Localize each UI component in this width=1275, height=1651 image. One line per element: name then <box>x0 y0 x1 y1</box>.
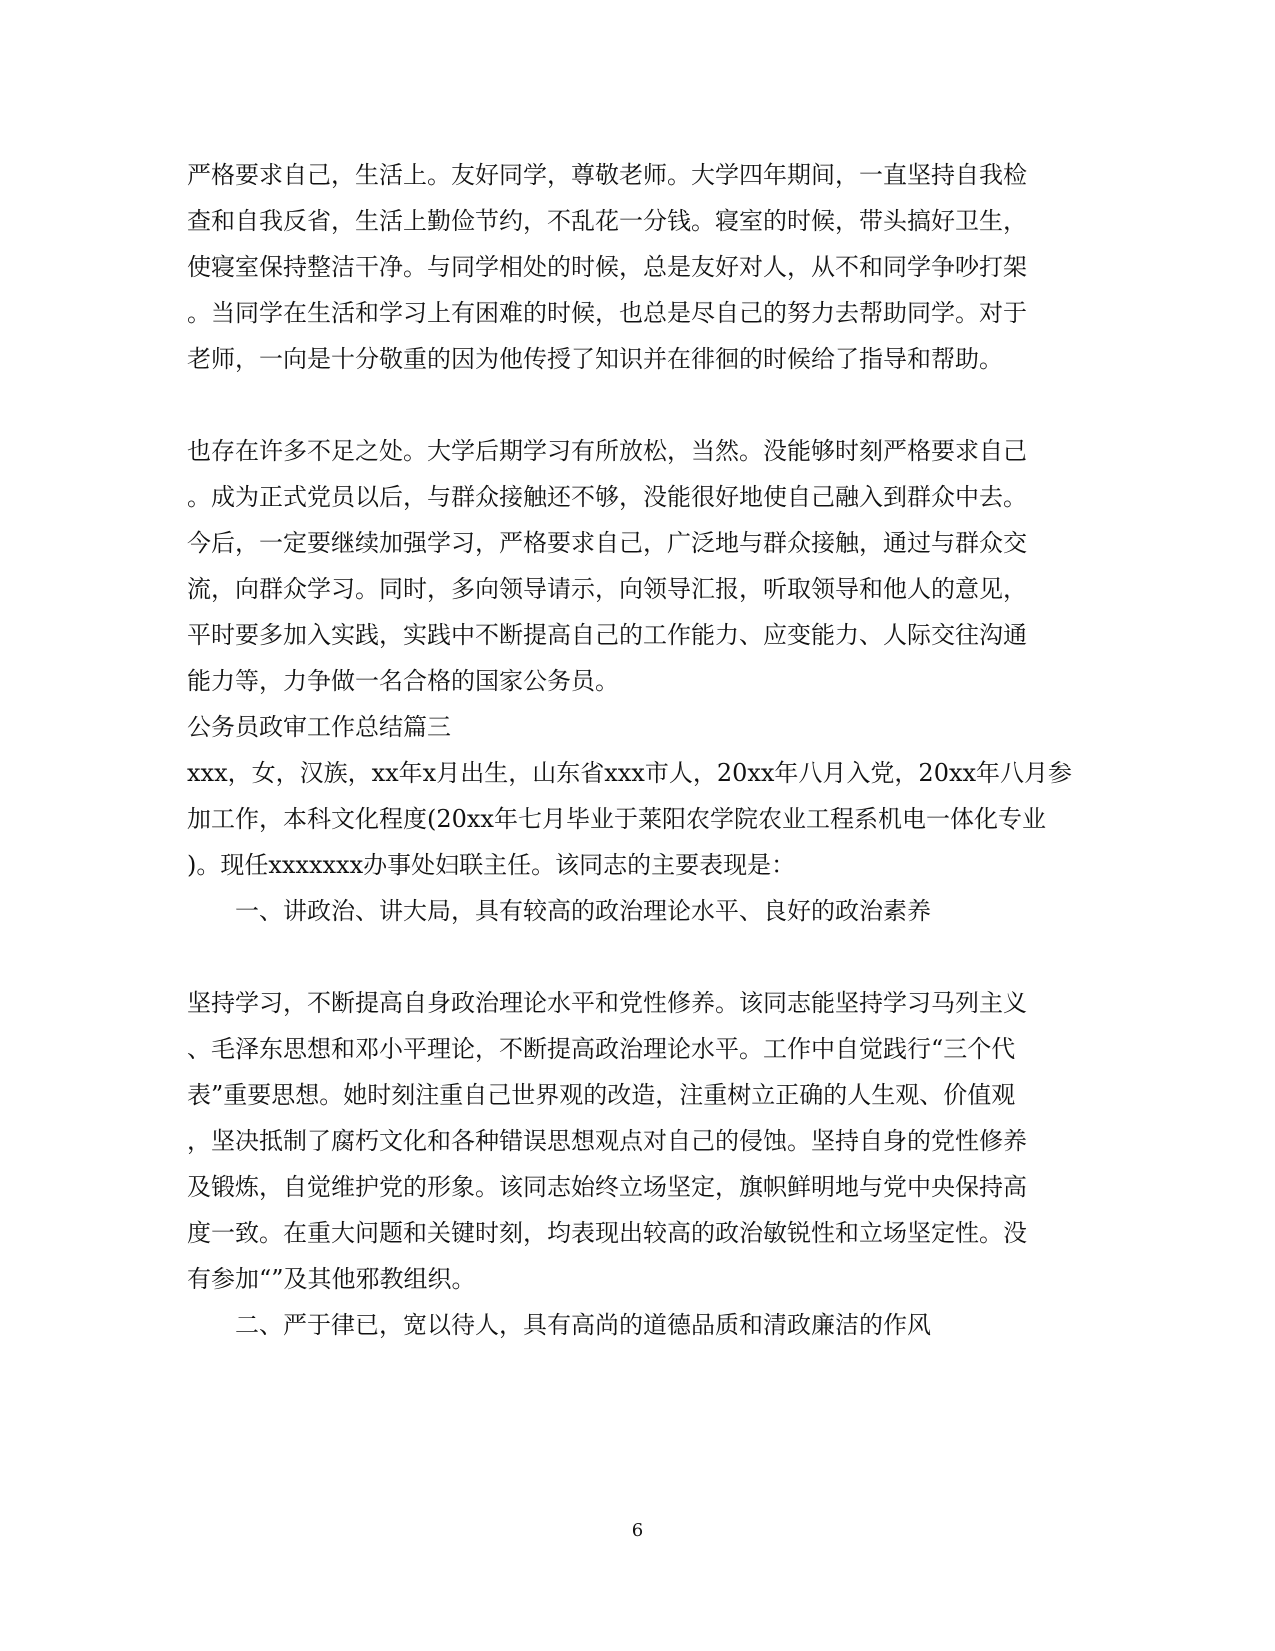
text-line: 度一致。在重大问题和关键时刻，均表现出较高的政治敏锐性和立场坚定性。没 <box>187 1219 1027 1247</box>
text-line: 。当同学在生活和学习上有困难的时候，也总是尽自己的努力去帮助同学。对于 <box>187 299 1027 327</box>
text-line: 。成为正式党员以后，与群众接触还不够，没能很好地使自己融入到群众中去。 <box>187 483 1027 511</box>
text-line: 使寝室保持整洁干净。与同学相处的时候，总是友好对人，从不和同学争吵打架 <box>187 253 1027 281</box>
text-line: 能力等，力争做一名合格的国家公务员。 <box>187 667 619 695</box>
text-line: )。现任xxxxxxx办事处妇联主任。该同志的主要表现是： <box>187 851 796 879</box>
text-line: 有参加“”及其他邪教组织。 <box>187 1265 476 1293</box>
text-line: 严格要求自己，生活上。友好同学，尊敬老师。大学四年期间，一直坚持自我检 <box>187 161 1027 189</box>
text-line: 、毛泽东思想和邓小平理论，不断提高政治理论水平。工作中自觉践行“三个代 <box>187 1035 1016 1063</box>
text-line: 表”重要思想。她时刻注重自己世界观的改造，注重树立正确的人生观、价值观 <box>187 1081 1016 1109</box>
text-line: 及锻炼，自觉维护党的形象。该同志始终立场坚定，旗帜鲜明地与党中央保持高 <box>187 1173 1027 1201</box>
text-line: 坚持学习，不断提高自身政治理论水平和党性修养。该同志能坚持学习马列主义 <box>187 989 1027 1017</box>
text-line: xxx，女，汉族，xx年x月出生，山东省xxx市人，20xx年八月入党，20xx年八月参 <box>187 759 1073 787</box>
text-line: 老师，一向是十分敬重的因为他传授了知识并在徘徊的时候给了指导和帮助。 <box>187 345 1003 373</box>
text-line: 流，向群众学习。同时，多向领导请示，向领导汇报，听取领导和他人的意见， <box>187 575 1027 603</box>
page-number: 6 <box>631 1520 644 1541</box>
subheading: 一、讲政治、讲大局，具有较高的政治理论水平、良好的政治素养 <box>235 897 931 925</box>
section-heading: 公务员政审工作总结篇三 <box>187 713 451 741</box>
text-line: 加工作，本科文化程度(20xx年七月毕业于莱阳农学院农业工程系机电一体化专业 <box>187 805 1046 833</box>
text-line: 平时要多加入实践，实践中不断提高自己的工作能力、应变能力、人际交往沟通 <box>187 621 1027 649</box>
subheading: 二、严于律已，宽以待人，具有高尚的道德品质和清政廉洁的作风 <box>235 1311 931 1339</box>
text-line: 查和自我反省，生活上勤俭节约，不乱花一分钱。寝室的时候，带头搞好卫生， <box>187 207 1027 235</box>
text-line: 今后，一定要继续加强学习，严格要求自己，广泛地与群众接触，通过与群众交 <box>187 529 1027 557</box>
text-line: ，坚决抵制了腐朽文化和各种错误思想观点对自己的侵蚀。坚持自身的党性修养 <box>187 1127 1027 1155</box>
text-line: 也存在许多不足之处。大学后期学习有所放松，当然。没能够时刻严格要求自己 <box>187 437 1027 465</box>
